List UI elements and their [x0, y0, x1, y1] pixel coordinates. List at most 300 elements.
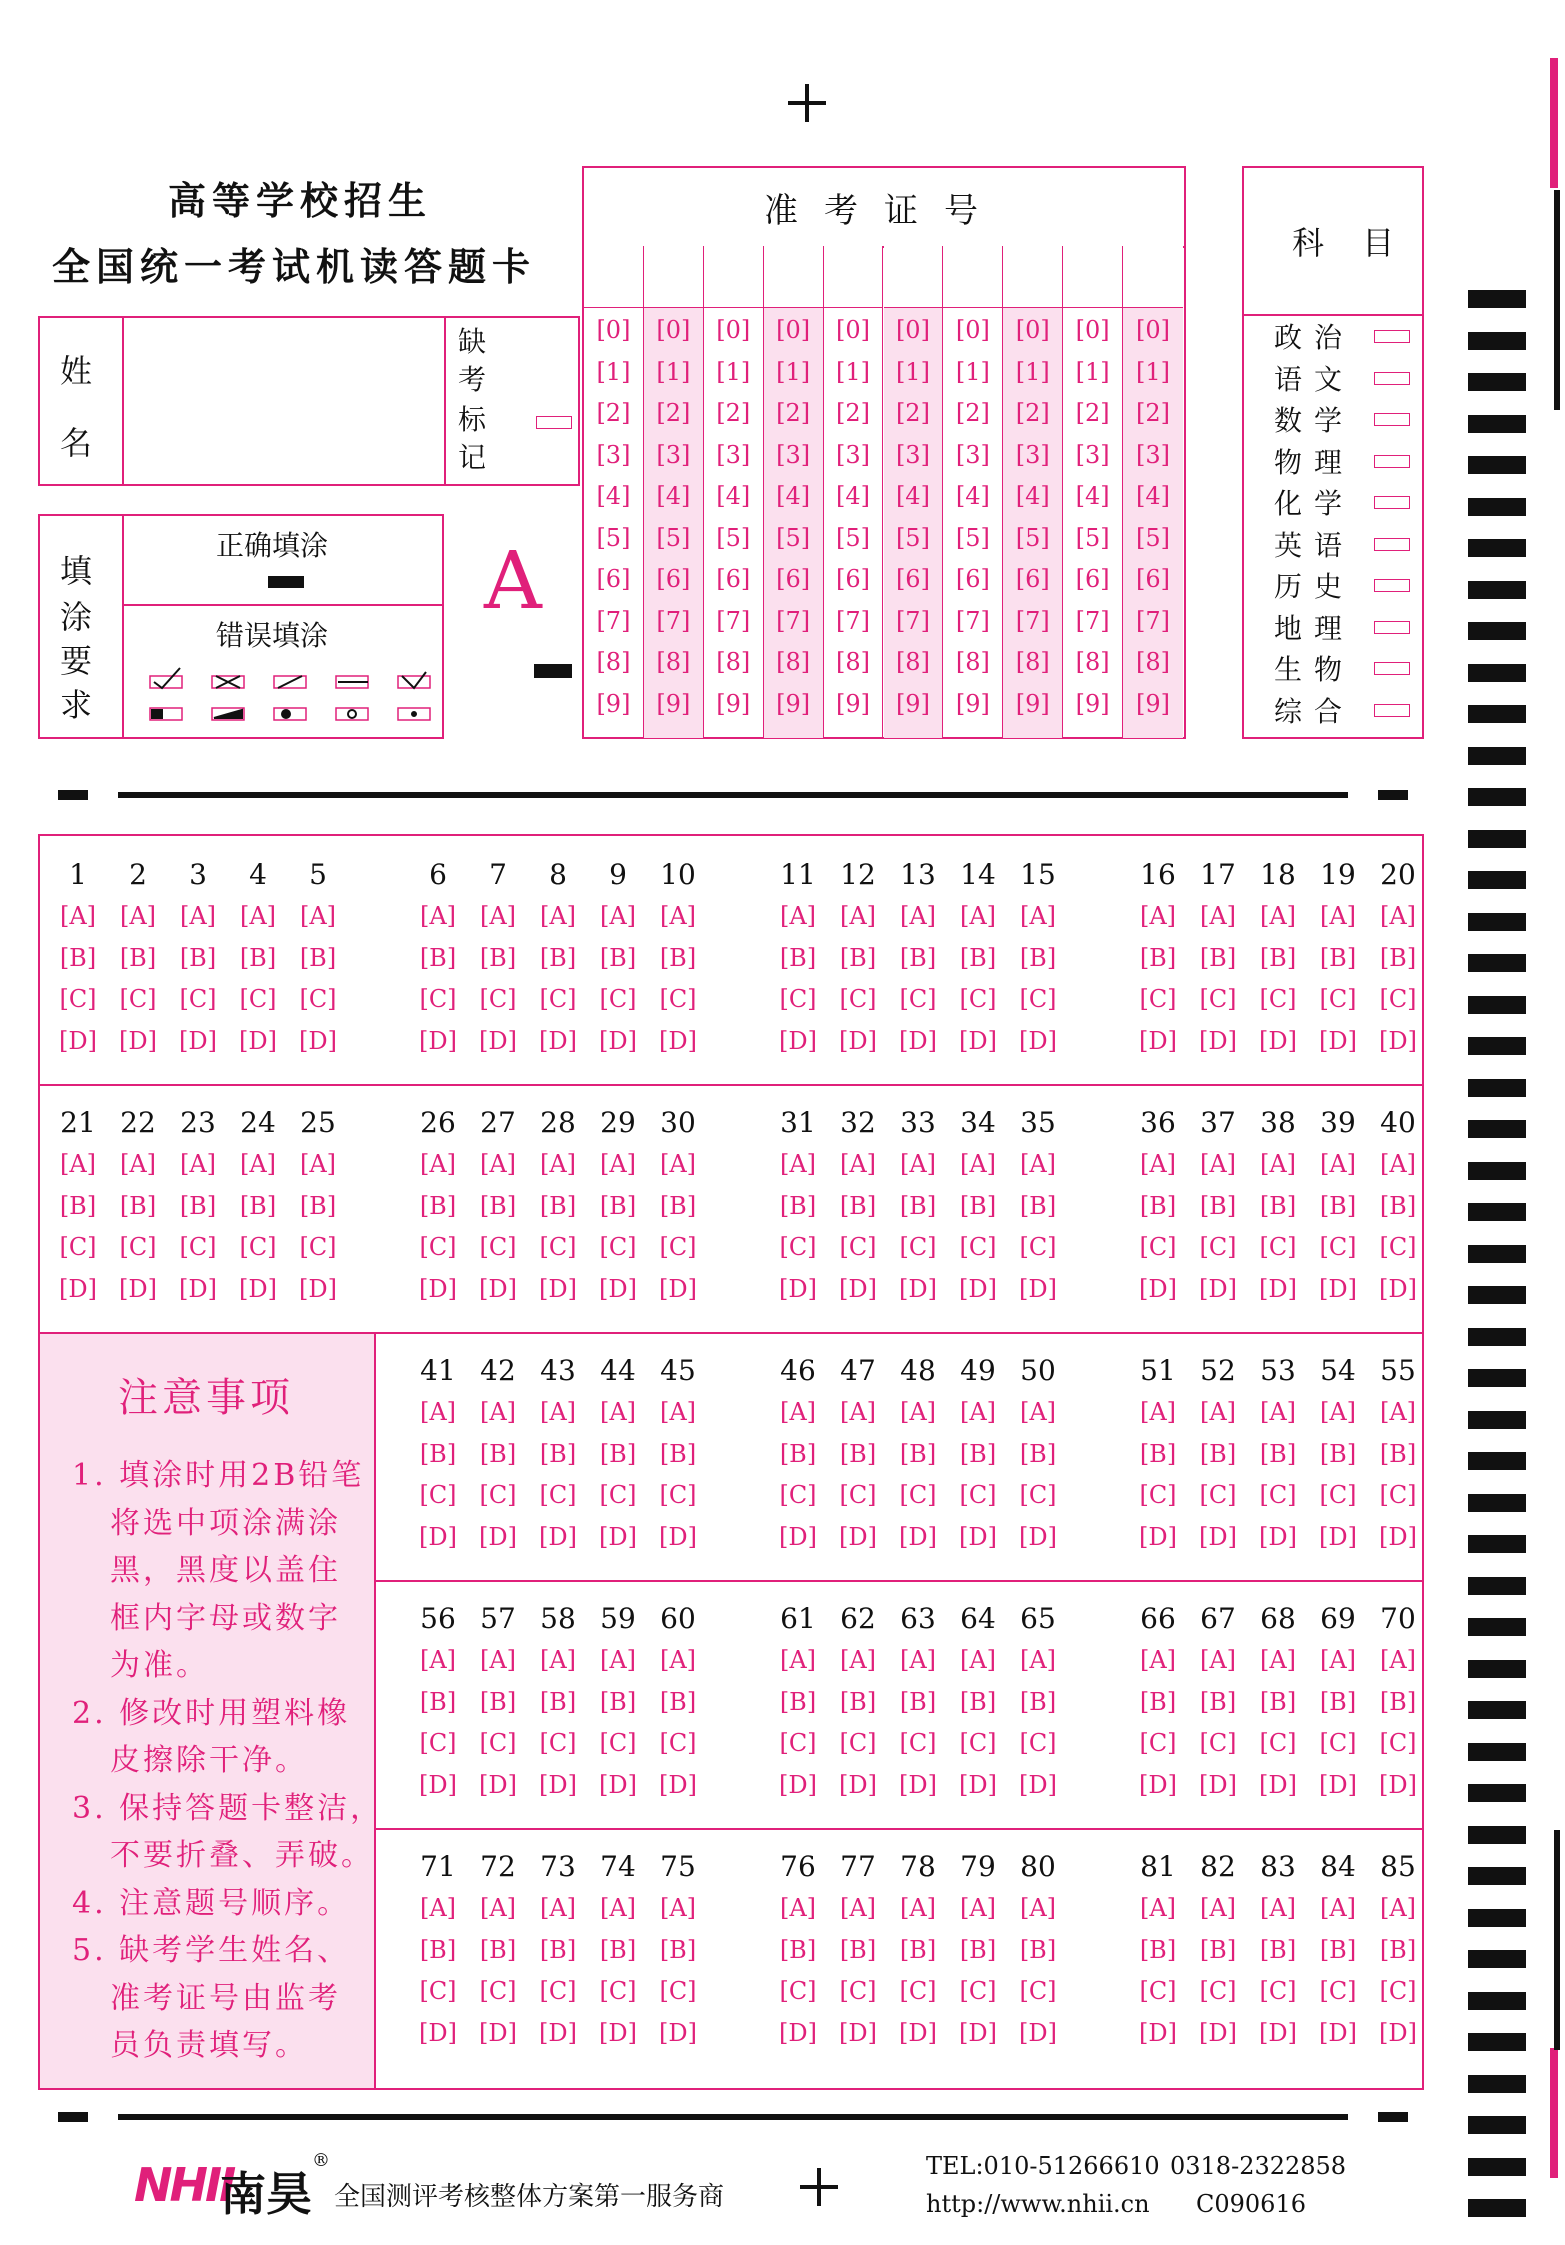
answer-bubble[interactable]: [D] — [1139, 1770, 1177, 1799]
answer-bubble[interactable]: [D] — [539, 1770, 577, 1799]
subject-bubble[interactable] — [1374, 372, 1410, 385]
answer-bubble[interactable]: [A] — [1319, 1150, 1357, 1178]
answer-bubble[interactable]: [D] — [1019, 1274, 1057, 1303]
exam-id-digit-bubble[interactable]: [1] — [1015, 357, 1050, 386]
subject-bubble[interactable] — [1374, 621, 1410, 634]
answer-bubble[interactable]: [C] — [1379, 1233, 1417, 1261]
exam-id-digit-bubble[interactable]: [7] — [836, 606, 871, 635]
answer-bubble[interactable]: [B] — [419, 943, 457, 972]
exam-id-digit-bubble[interactable]: [9] — [895, 689, 930, 718]
exam-id-digit-bubble[interactable]: [0] — [776, 316, 811, 344]
answer-bubble[interactable]: [C] — [1199, 1729, 1237, 1757]
answer-bubble[interactable]: [D] — [899, 1026, 937, 1055]
answer-bubble[interactable]: [C] — [1259, 1481, 1297, 1509]
answer-bubble[interactable]: [D] — [479, 1522, 517, 1551]
answer-bubble[interactable]: [D] — [479, 1770, 517, 1799]
answer-bubble[interactable]: [D] — [59, 1026, 97, 1055]
answer-bubble[interactable]: [B] — [839, 1191, 877, 1220]
answer-bubble[interactable]: [A] — [1019, 1646, 1057, 1674]
answer-bubble[interactable]: [C] — [959, 985, 997, 1013]
answer-bubble[interactable]: [C] — [779, 1729, 817, 1757]
answer-bubble[interactable]: [A] — [1199, 1646, 1237, 1674]
answer-bubble[interactable]: [D] — [1319, 1522, 1357, 1551]
answer-bubble[interactable]: [D] — [899, 1770, 937, 1799]
answer-bubble[interactable]: [B] — [839, 1687, 877, 1716]
exam-id-digit-bubble[interactable]: [6] — [1136, 565, 1171, 593]
answer-bubble[interactable]: [C] — [299, 1233, 337, 1261]
answer-bubble[interactable]: [A] — [419, 902, 457, 930]
answer-bubble[interactable]: [C] — [1319, 985, 1357, 1013]
answer-bubble[interactable]: [B] — [1199, 1191, 1237, 1220]
answer-bubble[interactable]: [D] — [599, 1274, 637, 1303]
answer-bubble[interactable]: [B] — [1379, 1191, 1417, 1220]
answer-bubble[interactable]: [C] — [479, 1729, 517, 1757]
answer-bubble[interactable]: [D] — [959, 1522, 997, 1551]
answer-bubble[interactable]: [B] — [779, 943, 817, 972]
exam-id-digit-bubble[interactable]: [2] — [955, 399, 990, 427]
answer-bubble[interactable]: [C] — [779, 1233, 817, 1261]
answer-bubble[interactable]: [A] — [59, 1150, 97, 1178]
answer-bubble[interactable]: [A] — [1259, 1150, 1297, 1178]
answer-bubble[interactable]: [B] — [1139, 1687, 1177, 1716]
subject-bubble[interactable] — [1374, 496, 1410, 509]
answer-bubble[interactable]: [C] — [1379, 1481, 1417, 1509]
answer-bubble[interactable]: [C] — [539, 985, 577, 1013]
answer-bubble[interactable]: [B] — [119, 943, 157, 972]
answer-bubble[interactable]: [A] — [419, 1894, 457, 1922]
exam-id-digit-bubble[interactable]: [3] — [716, 440, 751, 469]
answer-bubble[interactable]: [C] — [779, 1481, 817, 1509]
answer-bubble[interactable]: [A] — [479, 1150, 517, 1178]
answer-bubble[interactable]: [D] — [1379, 1026, 1417, 1055]
exam-id-digit-bubble[interactable]: [8] — [716, 648, 751, 676]
answer-bubble[interactable]: [A] — [659, 1150, 697, 1178]
answer-bubble[interactable]: [A] — [179, 902, 217, 930]
answer-bubble[interactable]: [C] — [299, 985, 337, 1013]
exam-id-digit-bubble[interactable]: [1] — [1136, 357, 1171, 386]
answer-bubble[interactable]: [D] — [1199, 1026, 1237, 1055]
answer-bubble[interactable]: [D] — [119, 1274, 157, 1303]
exam-id-digit-bubble[interactable]: [2] — [1136, 399, 1171, 427]
answer-bubble[interactable]: [B] — [839, 943, 877, 972]
answer-bubble[interactable]: [C] — [419, 1233, 457, 1261]
answer-bubble[interactable]: [C] — [1139, 985, 1177, 1013]
exam-id-digit-bubble[interactable]: [4] — [596, 482, 631, 510]
answer-bubble[interactable]: [D] — [299, 1026, 337, 1055]
exam-id-digit-bubble[interactable]: [7] — [596, 606, 631, 635]
exam-id-write-cell[interactable] — [704, 246, 763, 308]
answer-bubble[interactable]: [D] — [779, 1274, 817, 1303]
answer-bubble[interactable]: [C] — [899, 985, 937, 1013]
answer-bubble[interactable]: [A] — [419, 1398, 457, 1426]
exam-id-digit-bubble[interactable]: [9] — [1136, 689, 1171, 718]
exam-id-digit-bubble[interactable]: [7] — [656, 606, 691, 635]
answer-bubble[interactable]: [A] — [1139, 1150, 1177, 1178]
answer-bubble[interactable]: [D] — [1319, 2018, 1357, 2047]
answer-bubble[interactable]: [D] — [1199, 2018, 1237, 2047]
answer-bubble[interactable]: [A] — [1259, 1894, 1297, 1922]
answer-bubble[interactable]: [C] — [239, 1233, 277, 1261]
answer-bubble[interactable]: [D] — [839, 1522, 877, 1551]
answer-bubble[interactable]: [B] — [1379, 1687, 1417, 1716]
answer-bubble[interactable]: [D] — [779, 1770, 817, 1799]
answer-bubble[interactable]: [C] — [419, 1729, 457, 1757]
answer-bubble[interactable]: [A] — [1139, 902, 1177, 930]
exam-id-digit-bubble[interactable]: [4] — [716, 482, 751, 510]
exam-id-digit-bubble[interactable]: [7] — [716, 606, 751, 635]
answer-bubble[interactable]: [D] — [959, 1770, 997, 1799]
answer-bubble[interactable]: [B] — [419, 1687, 457, 1716]
answer-bubble[interactable]: [A] — [659, 1646, 697, 1674]
answer-bubble[interactable]: [D] — [899, 2018, 937, 2047]
answer-bubble[interactable]: [A] — [1019, 1398, 1057, 1426]
answer-bubble[interactable]: [C] — [1259, 985, 1297, 1013]
answer-bubble[interactable]: [B] — [239, 1191, 277, 1220]
answer-bubble[interactable]: [D] — [1319, 1770, 1357, 1799]
answer-bubble[interactable]: [B] — [899, 1439, 937, 1468]
exam-id-digit-bubble[interactable]: [2] — [836, 399, 871, 427]
answer-bubble[interactable]: [C] — [59, 1233, 97, 1261]
answer-bubble[interactable]: [D] — [1259, 1522, 1297, 1551]
answer-bubble[interactable]: [B] — [1019, 1935, 1057, 1964]
answer-bubble[interactable]: [A] — [59, 902, 97, 930]
exam-id-digit-bubble[interactable]: [1] — [1075, 357, 1110, 386]
answer-bubble[interactable]: [D] — [1019, 1522, 1057, 1551]
answer-bubble[interactable]: [A] — [1199, 1398, 1237, 1426]
exam-id-digit-bubble[interactable]: [3] — [596, 440, 631, 469]
answer-bubble[interactable]: [A] — [779, 1646, 817, 1674]
answer-bubble[interactable]: [C] — [479, 1481, 517, 1509]
answer-bubble[interactable]: [D] — [779, 1026, 817, 1055]
exam-id-write-cell[interactable] — [1123, 246, 1183, 308]
exam-id-digit-bubble[interactable]: [6] — [836, 565, 871, 593]
answer-bubble[interactable]: [C] — [599, 1233, 637, 1261]
answer-bubble[interactable]: [B] — [1379, 1439, 1417, 1468]
answer-bubble[interactable]: [B] — [1319, 1687, 1357, 1716]
answer-bubble[interactable]: [B] — [779, 1191, 817, 1220]
answer-bubble[interactable]: [A] — [899, 1894, 937, 1922]
answer-bubble[interactable]: [C] — [1019, 1481, 1057, 1509]
answer-bubble[interactable]: [B] — [1259, 1687, 1297, 1716]
exam-id-digit-bubble[interactable]: [7] — [955, 606, 990, 635]
exam-id-digit-bubble[interactable]: [9] — [1015, 689, 1050, 718]
exam-id-digit-bubble[interactable]: [4] — [955, 482, 990, 510]
answer-bubble[interactable]: [B] — [539, 943, 577, 972]
answer-bubble[interactable]: [C] — [839, 1481, 877, 1509]
answer-bubble[interactable]: [B] — [479, 1687, 517, 1716]
answer-bubble[interactable]: [B] — [899, 943, 937, 972]
answer-bubble[interactable]: [A] — [839, 902, 877, 930]
answer-bubble[interactable]: [C] — [959, 1481, 997, 1509]
answer-bubble[interactable]: [A] — [539, 1646, 577, 1674]
answer-bubble[interactable]: [C] — [1199, 1977, 1237, 2005]
answer-bubble[interactable]: [B] — [1319, 1935, 1357, 1964]
answer-bubble[interactable]: [C] — [1379, 985, 1417, 1013]
answer-bubble[interactable]: [A] — [599, 1398, 637, 1426]
exam-id-digit-bubble[interactable]: [6] — [895, 565, 930, 593]
exam-id-digit-bubble[interactable]: [2] — [776, 399, 811, 427]
answer-bubble[interactable]: [A] — [599, 902, 637, 930]
answer-bubble[interactable]: [A] — [599, 1894, 637, 1922]
answer-bubble[interactable]: [D] — [299, 1274, 337, 1303]
exam-id-digit-bubble[interactable]: [2] — [895, 399, 930, 427]
answer-bubble[interactable]: [B] — [599, 943, 637, 972]
answer-bubble[interactable]: [D] — [839, 1770, 877, 1799]
answer-bubble[interactable]: [C] — [539, 1977, 577, 2005]
answer-bubble[interactable]: [B] — [1319, 1191, 1357, 1220]
answer-bubble[interactable]: [B] — [1019, 1687, 1057, 1716]
answer-bubble[interactable]: [A] — [119, 902, 157, 930]
exam-id-digit-bubble[interactable]: [3] — [1136, 440, 1171, 469]
answer-bubble[interactable]: [A] — [1379, 1150, 1417, 1178]
exam-id-digit-bubble[interactable]: [9] — [656, 689, 691, 718]
subject-bubble[interactable] — [1374, 579, 1410, 592]
answer-bubble[interactable]: [B] — [539, 1191, 577, 1220]
answer-bubble[interactable]: [D] — [1139, 2018, 1177, 2047]
answer-bubble[interactable]: [A] — [1259, 1646, 1297, 1674]
exam-id-digit-bubble[interactable]: [4] — [895, 482, 930, 510]
answer-bubble[interactable]: [B] — [1199, 1935, 1237, 1964]
answer-bubble[interactable]: [B] — [599, 1935, 637, 1964]
answer-bubble[interactable]: [A] — [479, 1398, 517, 1426]
exam-id-digit-bubble[interactable]: [1] — [716, 357, 751, 386]
answer-bubble[interactable]: [D] — [239, 1274, 277, 1303]
answer-bubble[interactable]: [C] — [659, 1729, 697, 1757]
answer-bubble[interactable]: [B] — [659, 1935, 697, 1964]
answer-bubble[interactable]: [D] — [899, 1522, 937, 1551]
answer-bubble[interactable]: [B] — [779, 1687, 817, 1716]
answer-bubble[interactable]: [C] — [839, 1977, 877, 2005]
answer-bubble[interactable]: [C] — [899, 1729, 937, 1757]
answer-bubble[interactable]: [C] — [1019, 985, 1057, 1013]
exam-id-digit-bubble[interactable]: [0] — [1075, 316, 1110, 344]
answer-bubble[interactable]: [B] — [659, 1439, 697, 1468]
answer-bubble[interactable]: [B] — [479, 1935, 517, 1964]
answer-bubble[interactable]: [B] — [539, 1935, 577, 1964]
answer-bubble[interactable]: [C] — [599, 985, 637, 1013]
answer-bubble[interactable]: [B] — [539, 1687, 577, 1716]
answer-bubble[interactable]: [A] — [119, 1150, 157, 1178]
answer-bubble[interactable]: [B] — [1199, 1439, 1237, 1468]
exam-id-digit-bubble[interactable]: [4] — [836, 482, 871, 510]
answer-bubble[interactable]: [A] — [659, 1398, 697, 1426]
exam-id-digit-bubble[interactable]: [6] — [656, 565, 691, 593]
exam-id-digit-bubble[interactable]: [0] — [836, 316, 871, 344]
exam-id-digit-bubble[interactable]: [2] — [716, 399, 751, 427]
answer-bubble[interactable]: [C] — [1019, 1729, 1057, 1757]
exam-id-write-cell[interactable] — [1003, 246, 1062, 308]
answer-bubble[interactable]: [D] — [179, 1026, 217, 1055]
answer-bubble[interactable]: [A] — [1139, 1646, 1177, 1674]
answer-bubble[interactable]: [D] — [419, 1770, 457, 1799]
answer-bubble[interactable]: [A] — [1319, 1894, 1357, 1922]
exam-id-digit-bubble[interactable]: [0] — [895, 316, 930, 344]
answer-bubble[interactable]: [A] — [1139, 1894, 1177, 1922]
exam-id-digit-bubble[interactable]: [5] — [656, 523, 691, 552]
answer-bubble[interactable]: [B] — [239, 943, 277, 972]
exam-id-digit-bubble[interactable]: [8] — [1015, 648, 1050, 676]
exam-id-digit-bubble[interactable]: [3] — [1075, 440, 1110, 469]
answer-bubble[interactable]: [C] — [1319, 1233, 1357, 1261]
answer-bubble[interactable]: [B] — [1259, 1191, 1297, 1220]
answer-bubble[interactable]: [B] — [119, 1191, 157, 1220]
exam-id-digit-bubble[interactable]: [9] — [1075, 689, 1110, 718]
answer-bubble[interactable]: [A] — [779, 902, 817, 930]
answer-bubble[interactable]: [A] — [1319, 1398, 1357, 1426]
answer-bubble[interactable]: [C] — [1019, 1977, 1057, 2005]
answer-bubble[interactable]: [C] — [1379, 1729, 1417, 1757]
answer-bubble[interactable]: [C] — [539, 1729, 577, 1757]
answer-bubble[interactable]: [D] — [959, 1274, 997, 1303]
answer-bubble[interactable]: [C] — [959, 1729, 997, 1757]
exam-id-digit-bubble[interactable]: [1] — [596, 357, 631, 386]
answer-bubble[interactable]: [D] — [659, 1522, 697, 1551]
answer-bubble[interactable]: [A] — [659, 902, 697, 930]
answer-bubble[interactable]: [D] — [659, 1026, 697, 1055]
answer-bubble[interactable]: [D] — [599, 1770, 637, 1799]
answer-bubble[interactable]: [C] — [839, 1233, 877, 1261]
answer-bubble[interactable]: [A] — [959, 1398, 997, 1426]
answer-bubble[interactable]: [C] — [659, 1977, 697, 2005]
answer-bubble[interactable]: [B] — [599, 1439, 637, 1468]
answer-bubble[interactable]: [C] — [479, 1233, 517, 1261]
answer-bubble[interactable]: [D] — [959, 2018, 997, 2047]
exam-id-digit-bubble[interactable]: [5] — [1015, 523, 1050, 552]
answer-bubble[interactable]: [C] — [1199, 1233, 1237, 1261]
answer-bubble[interactable]: [D] — [419, 1522, 457, 1551]
exam-id-digit-bubble[interactable]: [9] — [596, 689, 631, 718]
answer-bubble[interactable]: [C] — [1139, 1977, 1177, 2005]
exam-id-digit-bubble[interactable]: [3] — [895, 440, 930, 469]
answer-bubble[interactable]: [B] — [1139, 1935, 1177, 1964]
answer-bubble[interactable]: [D] — [1319, 1274, 1357, 1303]
answer-bubble[interactable]: [D] — [179, 1274, 217, 1303]
answer-bubble[interactable]: [D] — [779, 1522, 817, 1551]
answer-bubble[interactable]: [D] — [1379, 1274, 1417, 1303]
answer-bubble[interactable]: [B] — [659, 943, 697, 972]
exam-id-digit-bubble[interactable]: [3] — [836, 440, 871, 469]
answer-bubble[interactable]: [B] — [479, 1439, 517, 1468]
answer-bubble[interactable]: [C] — [419, 1977, 457, 2005]
answer-bubble[interactable]: [B] — [1199, 1687, 1237, 1716]
answer-bubble[interactable]: [B] — [179, 1191, 217, 1220]
exam-id-digit-bubble[interactable]: [6] — [1075, 565, 1110, 593]
answer-bubble[interactable]: [B] — [1319, 943, 1357, 972]
answer-bubble[interactable]: [C] — [599, 1977, 637, 2005]
answer-bubble[interactable]: [D] — [1379, 1770, 1417, 1799]
answer-bubble[interactable]: [A] — [839, 1646, 877, 1674]
answer-bubble[interactable]: [C] — [959, 1977, 997, 2005]
answer-bubble[interactable]: [C] — [1139, 1481, 1177, 1509]
answer-bubble[interactable]: [B] — [59, 1191, 97, 1220]
answer-bubble[interactable]: [C] — [1139, 1729, 1177, 1757]
answer-bubble[interactable]: [C] — [779, 985, 817, 1013]
answer-bubble[interactable]: [B] — [59, 943, 97, 972]
answer-bubble[interactable]: [A] — [1259, 1398, 1297, 1426]
answer-bubble[interactable]: [B] — [1199, 943, 1237, 972]
answer-bubble[interactable]: [A] — [659, 1894, 697, 1922]
answer-bubble[interactable]: [B] — [1139, 943, 1177, 972]
subject-bubble[interactable] — [1374, 662, 1410, 675]
answer-bubble[interactable]: [C] — [779, 1977, 817, 2005]
exam-id-write-cell[interactable] — [824, 246, 883, 308]
answer-bubble[interactable]: [A] — [839, 1150, 877, 1178]
exam-id-digit-bubble[interactable]: [5] — [776, 523, 811, 552]
answer-bubble[interactable]: [D] — [419, 2018, 457, 2047]
exam-id-digit-bubble[interactable]: [2] — [596, 399, 631, 427]
exam-id-digit-bubble[interactable]: [2] — [1075, 399, 1110, 427]
answer-bubble[interactable]: [C] — [419, 1481, 457, 1509]
exam-id-digit-bubble[interactable]: [7] — [1015, 606, 1050, 635]
exam-id-digit-bubble[interactable]: [3] — [1015, 440, 1050, 469]
exam-id-digit-bubble[interactable]: [8] — [1136, 648, 1171, 676]
answer-bubble[interactable]: [A] — [599, 1646, 637, 1674]
exam-id-write-cell[interactable] — [1063, 246, 1122, 308]
answer-bubble[interactable]: [C] — [1019, 1233, 1057, 1261]
exam-id-digit-bubble[interactable]: [0] — [1015, 316, 1050, 344]
answer-bubble[interactable]: [D] — [599, 2018, 637, 2047]
answer-bubble[interactable]: [D] — [659, 1274, 697, 1303]
exam-id-digit-bubble[interactable]: [3] — [955, 440, 990, 469]
answer-bubble[interactable]: [A] — [179, 1150, 217, 1178]
answer-bubble[interactable]: [B] — [899, 1191, 937, 1220]
answer-bubble[interactable]: [D] — [239, 1026, 277, 1055]
exam-id-digit-bubble[interactable]: [7] — [776, 606, 811, 635]
answer-bubble[interactable]: [D] — [1199, 1522, 1237, 1551]
answer-bubble[interactable]: [D] — [59, 1274, 97, 1303]
exam-id-digit-bubble[interactable]: [7] — [1136, 606, 1171, 635]
answer-bubble[interactable]: [B] — [899, 1935, 937, 1964]
exam-id-digit-bubble[interactable]: [7] — [1075, 606, 1110, 635]
exam-id-digit-bubble[interactable]: [5] — [716, 523, 751, 552]
answer-bubble[interactable]: [C] — [599, 1481, 637, 1509]
exam-id-digit-bubble[interactable]: [0] — [955, 316, 990, 344]
answer-bubble[interactable]: [D] — [839, 2018, 877, 2047]
exam-id-digit-bubble[interactable]: [8] — [596, 648, 631, 676]
answer-bubble[interactable]: [A] — [599, 1150, 637, 1178]
answer-bubble[interactable]: [B] — [959, 1191, 997, 1220]
exam-id-digit-bubble[interactable]: [6] — [1015, 565, 1050, 593]
answer-bubble[interactable]: [A] — [1319, 1646, 1357, 1674]
exam-id-digit-bubble[interactable]: [0] — [1136, 316, 1171, 344]
answer-bubble[interactable]: [B] — [1139, 1439, 1177, 1468]
answer-bubble[interactable]: [B] — [1259, 1935, 1297, 1964]
answer-bubble[interactable]: [C] — [479, 1977, 517, 2005]
answer-bubble[interactable]: [B] — [959, 1687, 997, 1716]
subject-bubble[interactable] — [1374, 413, 1410, 426]
answer-bubble[interactable]: [C] — [539, 1233, 577, 1261]
exam-id-digit-bubble[interactable]: [5] — [1136, 523, 1171, 552]
answer-bubble[interactable]: [C] — [1379, 1977, 1417, 2005]
answer-bubble[interactable]: [B] — [1259, 943, 1297, 972]
exam-id-digit-bubble[interactable]: [6] — [955, 565, 990, 593]
exam-id-digit-bubble[interactable]: [6] — [716, 565, 751, 593]
exam-id-digit-bubble[interactable]: [0] — [596, 316, 631, 344]
answer-bubble[interactable]: [D] — [1019, 2018, 1057, 2047]
answer-bubble[interactable]: [C] — [479, 985, 517, 1013]
answer-bubble[interactable]: [C] — [899, 1977, 937, 2005]
answer-bubble[interactable]: [C] — [1139, 1233, 1177, 1261]
answer-bubble[interactable]: [B] — [479, 1191, 517, 1220]
answer-bubble[interactable]: [A] — [959, 902, 997, 930]
answer-bubble[interactable]: [D] — [1199, 1770, 1237, 1799]
exam-id-digit-bubble[interactable]: [9] — [955, 689, 990, 718]
answer-bubble[interactable]: [C] — [1259, 1729, 1297, 1757]
exam-id-digit-bubble[interactable]: [0] — [656, 316, 691, 344]
answer-bubble[interactable]: [B] — [779, 1439, 817, 1468]
exam-id-digit-bubble[interactable]: [4] — [1075, 482, 1110, 510]
exam-id-digit-bubble[interactable]: [4] — [1015, 482, 1050, 510]
